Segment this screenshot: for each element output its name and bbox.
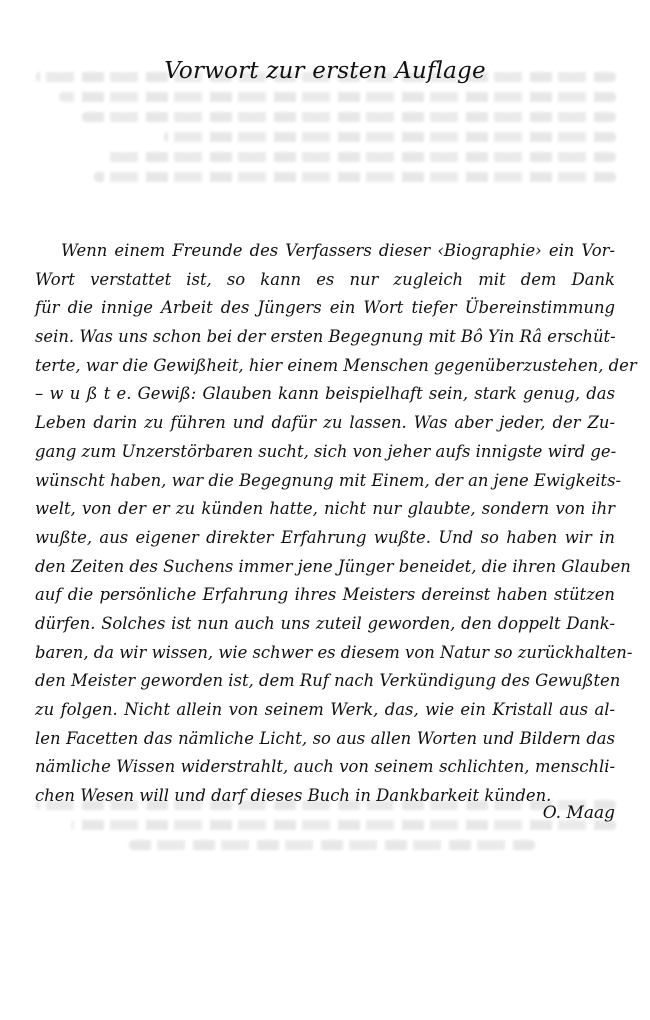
text-line: baren, da wir wissen, wie schwer es diesem von Natur so zurückhalten- bbox=[35, 642, 633, 662]
text-line: – w u ß t e. Gewiß: Glauben kann beispielhaft sein, stark genug, das bbox=[35, 384, 615, 404]
text-line: sein. Was uns schon bei der ersten Begegnung mit Bô Yin Râ erschüt- bbox=[35, 327, 616, 347]
text-line: terte, war die Gewißheit, hier einem Menschen gegenüberzustehen, der bbox=[35, 355, 637, 375]
text-line: auf die persönliche Erfahrung ihres Meisters dereinst haben stützen bbox=[35, 585, 615, 605]
text-line: den Zeiten des Suchens immer jene Jünger beneidet, die ihren Glauben bbox=[35, 556, 631, 576]
text-line: dürfen. Solches ist nun auch uns zuteil geworden, den doppelt Dank- bbox=[35, 613, 615, 633]
text-line: gang zum Unzerstörbaren sucht, sich von jeher aufs innigste wird ge- bbox=[35, 441, 617, 461]
text-line: nämliche Wissen widerstrahlt, auch von seinem schlichten, menschli- bbox=[35, 757, 615, 777]
text-line: für die innige Arbeit des Jüngers ein Wort tiefer Übereinstimmung bbox=[35, 298, 615, 318]
text-line: zu folgen. Nicht allein von seinem Werk, das, wie ein Kristall aus al- bbox=[35, 700, 615, 719]
text-line: chen Wesen will und darf dieses Buch in Dankbarkeit künden. bbox=[35, 786, 552, 806]
text-line: Wenn einem Freunde des Verfassers dieser ‹Biographie› ein Vor- bbox=[61, 241, 615, 260]
text-line: wünscht haben, war die Begegnung mit Einem, der an jene Ewigkeits- bbox=[35, 470, 622, 490]
text-line: den Meister geworden ist, dem Ruf nach Verkündigung des Gewußten bbox=[35, 671, 621, 691]
text-line: wußte, aus eigener direkter Erfahrung wußte. Und so haben wir in bbox=[35, 527, 615, 547]
text-line: len Facetten das nämliche Licht, so aus allen Worten und Bildern das bbox=[35, 728, 615, 748]
text-line: Leben darin zu führen und dafür zu lassen. Was aber jeder, der Zu- bbox=[35, 413, 615, 433]
text-line: Wort verstattet ist, so kann es nur zugleich mit dem Dank bbox=[35, 269, 615, 289]
foreword-paragraph bbox=[35, 237, 637, 811]
bleed-through-top bbox=[36, 62, 616, 222]
author-signature: O. Maag bbox=[542, 803, 615, 823]
page-title: Vorwort zur ersten Auflage bbox=[164, 58, 486, 84]
text-line: welt, von der er zu künden hatte, nicht nur glaubte, sondern von ihr bbox=[35, 499, 615, 519]
